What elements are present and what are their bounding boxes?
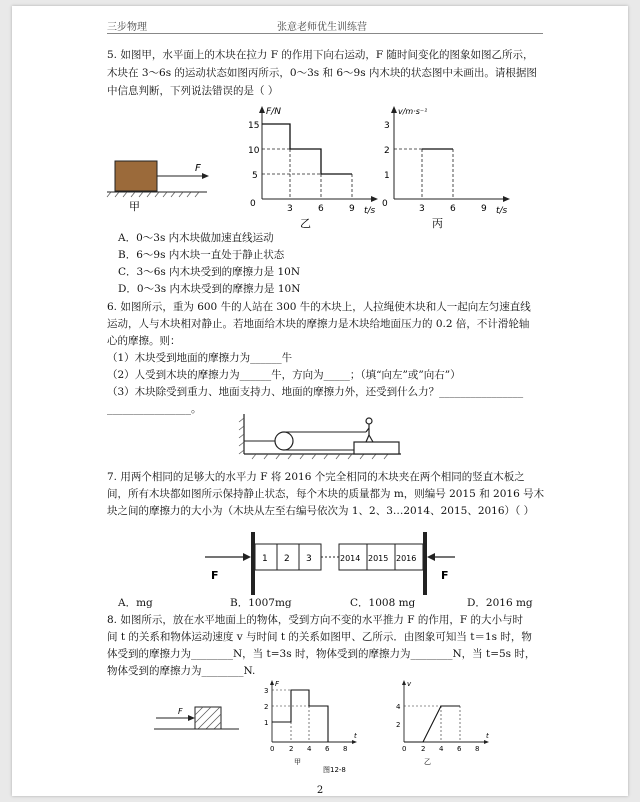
- q5-figure-yi: [242, 104, 392, 229]
- y-tick-4: 4: [396, 703, 401, 711]
- q7-figure: [205, 529, 455, 599]
- x-tick-3: 3: [419, 204, 425, 214]
- x-axis-label: t/s: [496, 206, 508, 216]
- y-axis-arrow-icon: [270, 680, 274, 685]
- x-tick-4: 4: [307, 745, 312, 753]
- x-tick-2: 2: [289, 745, 294, 753]
- force-step-line: [262, 124, 352, 174]
- force-label: F: [195, 163, 201, 174]
- q7-line3: 块之间的摩擦力的大小为（木块从左至右编号依次为 1、2、3…2014、2015、2016）（ ）: [107, 505, 535, 517]
- x-axis-arrow-icon: [503, 196, 510, 202]
- q6-sub3: （3）木块除受到重力、地面支持力、地面的摩擦力外，还受到什么力？________________: [107, 386, 524, 398]
- force-label-right: F: [441, 569, 449, 582]
- velocity-line: [404, 706, 460, 742]
- y-tick-2: 2: [396, 721, 401, 729]
- q7-option-d: D．2016 mg: [467, 597, 533, 609]
- x-tick-9: 9: [481, 204, 487, 214]
- block-2014-label: 2014: [340, 554, 361, 563]
- q6-sub3-continued: ________________。: [107, 403, 202, 415]
- guide-lines: [262, 124, 352, 199]
- board-left: [251, 532, 255, 595]
- figure-caption: 图12-8: [323, 766, 346, 774]
- y-tick-3: 3: [264, 687, 269, 695]
- x-axis-arrow-icon: [352, 740, 357, 744]
- ground-hatch: [107, 192, 199, 197]
- fig-bing-caption: 丙: [432, 217, 443, 230]
- y-tick-5: 5: [252, 171, 258, 181]
- q5-option-d: D．0～3s 内木块受到的摩擦力是 10N: [118, 283, 301, 295]
- wooden-block: [354, 442, 399, 454]
- q8-block-figure: [154, 704, 244, 744]
- x-tick-0: 0: [270, 745, 275, 753]
- q8-figure-yi: [390, 678, 510, 778]
- person-icon: [366, 418, 373, 442]
- y-axis-label: F: [275, 680, 280, 688]
- q8-line1: 8. 如图所示，放在水平地面上的物体，受到方向不变的水平推力 F 的作用，F 的大小与时: [107, 614, 523, 626]
- page-number: 2: [316, 785, 324, 796]
- y-tick-3: 3: [384, 121, 390, 131]
- block-2016-label: 2016: [396, 554, 417, 563]
- q7-line1: 7. 用两个相同的足够大的水平力 F 将 2016 个完全相同的木块夹在两个相同的竖直木板之: [107, 471, 525, 483]
- q5-text-line1: 5. 如图甲，水平面上的木块在拉力 F 的作用下向右运动，F 随时间变化的图象如图乙所示，: [107, 49, 534, 61]
- q5-option-a: A．0～3s 内木块做加速直线运动: [118, 232, 274, 244]
- board-right: [423, 532, 427, 595]
- origin-label: 0: [382, 199, 388, 209]
- x-tick-6: 6: [450, 204, 456, 214]
- q8-line3: 体受到的摩擦力为________N，当 t=3s 时，物体受到的摩擦力为________N，当 t=5s 时，: [107, 648, 536, 660]
- arrow-left-icon: [427, 553, 435, 561]
- ground-hatch: [252, 454, 388, 459]
- fig-jia-caption: 甲: [129, 200, 140, 213]
- q7-option-a: A．mg: [118, 597, 153, 609]
- block-2015-label: 2015: [368, 554, 389, 563]
- x-tick-6: 6: [457, 745, 462, 753]
- q7-option-b: B．1007mg: [230, 597, 292, 609]
- y-axis-label: F/N: [266, 107, 281, 117]
- force-step-line: [272, 690, 328, 742]
- document-page: [12, 6, 628, 796]
- y-tick-2: 2: [264, 703, 269, 711]
- q8-line4: 物体受到的摩擦力为________N.: [107, 665, 256, 677]
- fig-yi-caption: 乙: [300, 217, 311, 230]
- x-tick-2: 2: [421, 745, 426, 753]
- fig-yi-caption: 乙: [424, 758, 431, 766]
- force-label-left: F: [211, 569, 219, 582]
- x-tick-0: 0: [402, 745, 407, 753]
- y-tick-10: 10: [248, 146, 260, 156]
- y-axis-arrow-icon: [402, 680, 406, 685]
- x-tick-6: 6: [318, 204, 324, 214]
- x-axis-label: t: [354, 732, 357, 740]
- block-3-label: 3: [306, 554, 312, 564]
- q6-sub2: （2）人受到木块的摩擦力为______牛，方向为_____；（填“向左”或”向右”）: [107, 369, 461, 381]
- y-axis-arrow-icon: [391, 106, 397, 113]
- x-axis-label: t: [486, 732, 489, 740]
- y-axis-label: v/m·s⁻¹: [398, 107, 428, 116]
- fig-jia-caption: 甲: [294, 758, 301, 766]
- q5-text-line2: 木块在 3～6s 的运动状态如图丙所示，0～3s 和 6～9s 内木块的状态图中未画出。请根据图: [107, 67, 537, 79]
- arrow-right-icon: [243, 553, 251, 561]
- x-axis-label: t/s: [364, 206, 376, 216]
- q5-figure-jia: [107, 146, 227, 226]
- header-rule: [107, 33, 543, 34]
- x-tick-4: 4: [439, 745, 444, 753]
- q5-text-line3: 中信息判断，下列说法错误的是（ ）: [107, 85, 279, 97]
- q6-sub1: （1）木块受到地面的摩擦力为______牛: [107, 352, 293, 364]
- q6-figure: [236, 408, 406, 468]
- y-tick-2: 2: [384, 146, 390, 156]
- x-tick-8: 8: [343, 745, 348, 753]
- arrow-head-icon: [202, 173, 209, 179]
- y-tick-1: 1: [384, 171, 390, 181]
- q7-line2: 间，所有木块都如图所示保持静止状态，每个木块的质量都为 m，则编号 2015 和 2016 号木: [107, 488, 545, 500]
- header-left: 三步物理: [107, 22, 147, 33]
- block-2-label: 2: [284, 554, 290, 564]
- wooden-block: [115, 161, 157, 191]
- block-1-label: 1: [262, 554, 268, 564]
- wall-hatch: [239, 418, 244, 454]
- q6-line2: 运动，人与木块相对静止。若地面给木块的摩擦力是木块给地面压力的 0.2 倍，不计滑轮轴: [107, 318, 530, 330]
- x-tick-3: 3: [287, 204, 293, 214]
- q7-option-c: C．1008 mg: [350, 597, 416, 609]
- pulley-icon: [275, 432, 293, 450]
- q6-line1: 6. 如图所示，重为 600 牛的人站在 300 牛的木块上，人拉绳使木块和人一起向左匀速直线: [107, 301, 531, 313]
- x-axis-arrow-icon: [484, 740, 489, 744]
- q5-option-c: C．3～6s 内木块受到的摩擦力是 10N: [118, 266, 301, 278]
- arrow-head-icon: [188, 715, 195, 721]
- q6-line3: 心的摩擦。则：: [107, 335, 181, 347]
- force-label: F: [178, 707, 183, 716]
- guide-lines: [394, 149, 453, 199]
- q8-figure-jia: [258, 678, 378, 778]
- y-axis-label: v: [407, 680, 412, 688]
- q5-figure-bing: [374, 104, 524, 229]
- q8-line2: 间 t 的关系和物体运动速度 v 与时间 t 的关系如图甲、乙所示．由图象可知当 t＝1s 时，物: [107, 631, 532, 643]
- origin-label: 0: [250, 199, 256, 209]
- y-tick-15: 15: [248, 121, 260, 131]
- x-tick-8: 8: [475, 745, 480, 753]
- x-tick-9: 9: [349, 204, 355, 214]
- header-center: 张意老师优生训练营: [277, 22, 367, 33]
- y-axis-arrow-icon: [259, 106, 265, 113]
- q5-option-b: B．6～9s 内木块一直处于静止状态: [118, 249, 285, 261]
- y-tick-1: 1: [264, 719, 269, 727]
- x-tick-6: 6: [325, 745, 330, 753]
